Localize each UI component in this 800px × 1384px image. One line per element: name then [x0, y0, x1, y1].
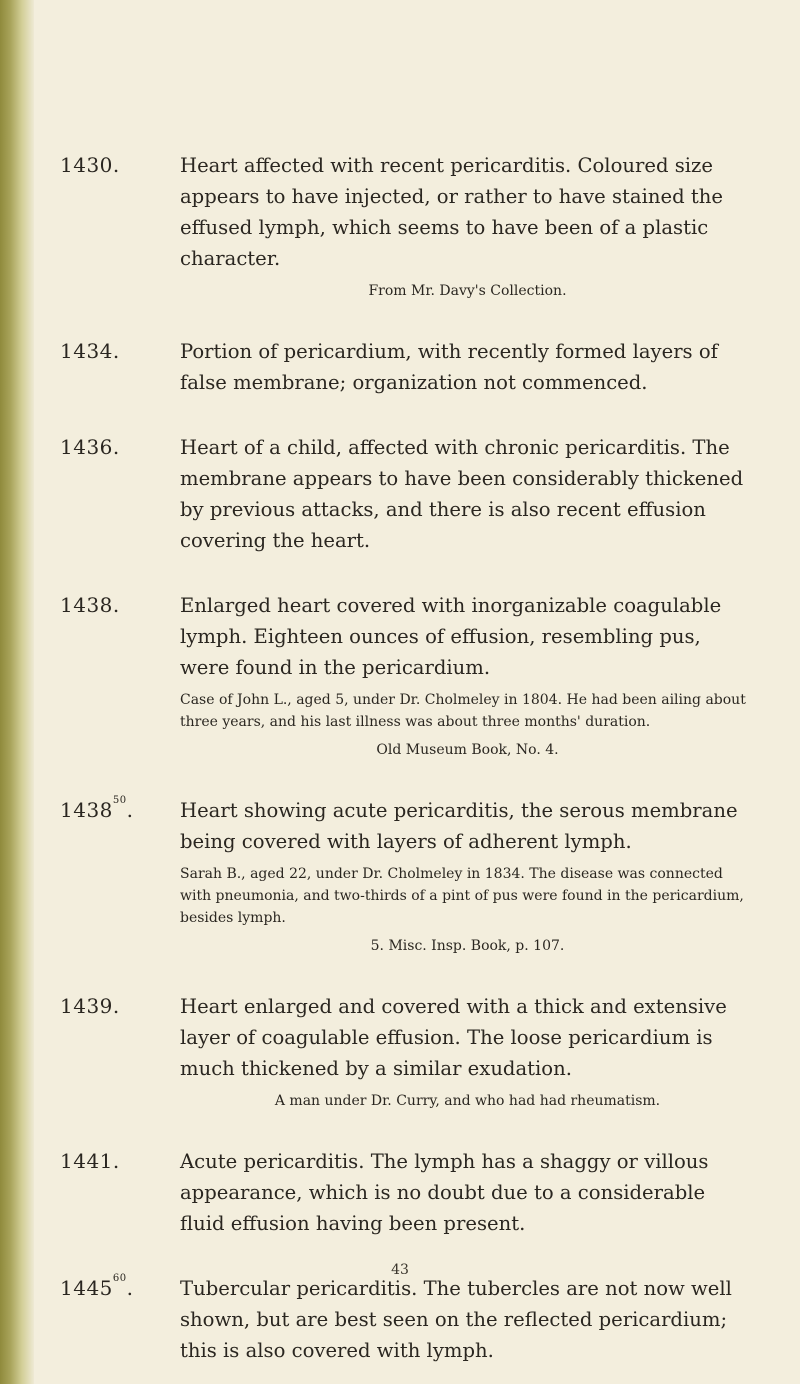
entry-number: 1438$^{50}$. [60, 795, 134, 822]
book-spine-shadow [0, 0, 34, 1384]
entry-number: 1436. [60, 435, 120, 459]
entry-description: Tubercular pericarditis. The tubercles are not now well shown, but are best seen on the reflected pericardium; this is also covered with lymph. [180, 1277, 732, 1362]
entry-number-suffix: 50 [112, 795, 127, 806]
entry-description: Portion of pericardium, with recently formed layers of false membrane; organization not commenced. [180, 340, 718, 394]
catalogue-entry [60, 590, 755, 761]
catalogue-page [60, 150, 755, 1366]
entry-description: Heart enlarged and covered with a thick and extensive layer of coagulable effusion. The loose pericardium is much thickened by a similar exudation. [180, 995, 727, 1080]
page-number: 43 [391, 1262, 409, 1278]
catalogue-entry [60, 150, 755, 302]
catalogue-entry [60, 795, 755, 957]
catalogue-entry [60, 991, 755, 1112]
catalogue-entry [60, 1273, 755, 1366]
entry-case-note: Case of John L., aged 5, under Dr. Cholmeley in 1804. He had been ailing about three years, and his last illness was about three months' duration. [180, 692, 746, 730]
entry-number-suffix: 60 [112, 1273, 127, 1284]
entry-case-note: Sarah B., aged 22, under Dr. Cholmeley in 1834. The disease was connected with pneumonia, and two-thirds of a pint of pus were found in the pericardium, besides lymph. [180, 866, 744, 926]
entry-case-note: A man under Dr. Curry, and who had had rheumatism. [274, 1093, 661, 1109]
entry-description: Heart showing acute pericarditis, the serous membrane being covered with layers of adherent lymph. [180, 799, 738, 853]
entry-number: 1430. [60, 153, 120, 177]
entry-source: From Mr. Davy's Collection. [368, 283, 567, 299]
entry-number: 1434. [60, 339, 120, 363]
entry-source: 5. Misc. Insp. Book, p. 107. [370, 938, 565, 954]
entry-description: Enlarged heart covered with inorganizable coagulable lymph. Eighteen ounces of effusion, resembling pus, were found in the pericardium. [180, 594, 722, 679]
entry-number: 1439. [60, 994, 120, 1018]
catalogue-entry [60, 432, 755, 556]
entry-number: 1445$^{60}$. [60, 1273, 134, 1300]
catalogue-entry [60, 336, 755, 398]
entry-description: Acute pericarditis. The lymph has a shaggy or villous appearance, which is no doubt due to a considerable fluid effusion having been present. [180, 1150, 709, 1235]
entry-description: Heart of a child, affected with chronic pericarditis. The membrane appears to have been considerably thickened by previous attacks, and there is also recent effusion covering the heart. [180, 436, 744, 552]
entry-description: Heart affected with recent pericarditis. Coloured size appears to have injected, or rather to have stained the effused lymph, which seems to have been of a plastic character. [180, 154, 723, 270]
entry-source: Old Museum Book, No. 4. [376, 742, 559, 758]
entry-number: 1441. [60, 1149, 120, 1173]
entry-number: 1438. [60, 593, 120, 617]
catalogue-entry [60, 1146, 755, 1239]
